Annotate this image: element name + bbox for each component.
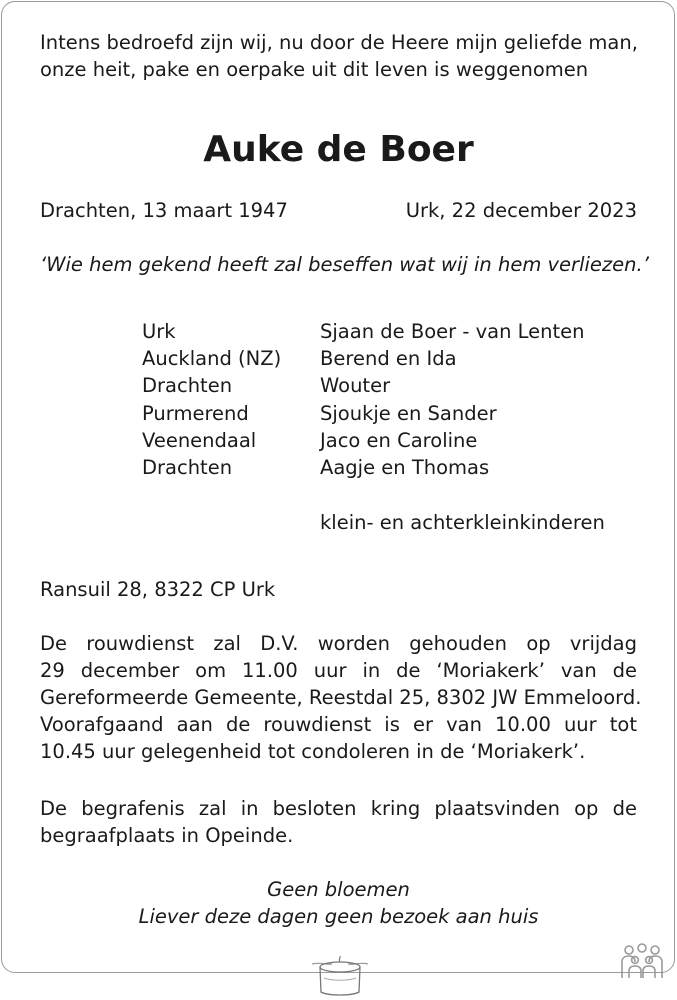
intro-line: Intens bedroefd zijn wij, nu door de Heere mijn geliefde man, — [40, 31, 638, 54]
deceased-name: Auke de Boer — [203, 129, 474, 170]
closing-line: Liever deze dagen geen bezoek aan huis — [138, 905, 539, 928]
closing-note — [0, 876, 677, 930]
family-names: Sjaan de Boer - van Lenten — [320, 320, 585, 343]
grandchildren-line: klein- en achterkleinkinderen — [320, 511, 605, 534]
family-icon — [619, 942, 665, 982]
family-names: Jaco en Caroline — [320, 428, 478, 452]
service-line: Voorafgaand aan de rouwdienst is er van 10.00 uur tot — [40, 713, 637, 736]
intro-line: onze heit, pake en oerpake uit dit leven is weggenomen — [40, 58, 589, 81]
family-place: Urk — [142, 320, 176, 343]
home-address: Ransuil 28, 8322 CP Urk — [40, 578, 276, 601]
service-line: Gereformeerde Gemeente, Reestdal 25, 8302 JW Emmeloord. — [40, 686, 642, 709]
burial-line: begraafplaats in Opeinde. — [40, 824, 294, 847]
death-place-date: Urk, 22 december 2023 — [405, 199, 637, 222]
burial-line: De begrafenis zal in besloten kring plaatsvinden op de — [40, 797, 637, 820]
intro-text — [40, 29, 638, 83]
family-place: Drachten — [142, 374, 233, 398]
family-names: Wouter — [320, 374, 391, 398]
memorial-quote: ‘Wie hem gekend heeft zal beseffen wat wij in hem verliezen.’ — [40, 253, 649, 276]
family-names: Sjoukje en Sander — [320, 401, 497, 425]
family-place: Veenendaal — [142, 428, 257, 452]
family-names: Aagje en Thomas — [320, 455, 490, 479]
service-line: 29 december om 11.00 uur in de ‘Moriakerk’ van de — [40, 659, 637, 682]
birth-place-date: Drachten, 13 maart 1947 — [40, 199, 288, 222]
service-line: 10.45 uur gelegenheid tot condoleren in de ‘Moriakerk’. — [40, 740, 586, 763]
candle-icon — [310, 956, 370, 998]
family-place: Purmerend — [142, 401, 249, 425]
family-place: Auckland (NZ) — [142, 347, 282, 371]
service-paragraph — [40, 630, 642, 765]
burial-paragraph — [40, 795, 637, 849]
family-names: Berend en Ida — [320, 347, 457, 371]
closing-line: Geen bloemen — [267, 878, 410, 901]
service-line: De rouwdienst zal D.V. worden gehouden op vrijdag — [40, 632, 637, 655]
family-place: Drachten — [142, 455, 233, 479]
